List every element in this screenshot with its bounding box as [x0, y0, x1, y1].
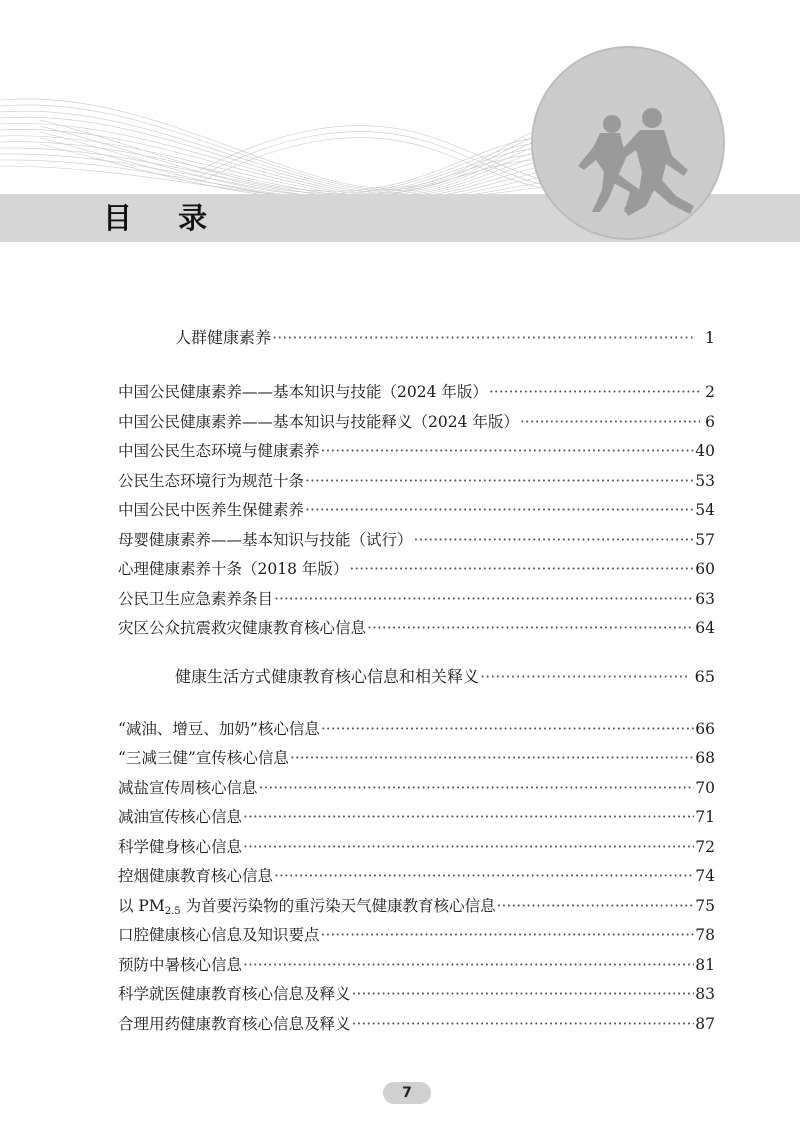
- entry-title: 合理用药健康教育核心信息及释义: [118, 1014, 351, 1033]
- entry-page-number: 40: [695, 442, 715, 460]
- entry-page-number: 60: [695, 560, 715, 578]
- entry-page-number: 6: [705, 412, 715, 431]
- entry-title: 中国公民健康素养——基本知识与技能（2024 年版）: [118, 383, 488, 401]
- toc-entry[interactable]: [118, 439, 715, 469]
- header-decoration: [0, 0, 800, 260]
- section-page-number: 1: [704, 328, 715, 347]
- toc-entry[interactable]: [118, 717, 715, 747]
- entry-title: 心理健康素养十条（2018 年版）: [118, 560, 349, 578]
- dot-leader: [290, 749, 694, 767]
- toc-entry[interactable]: [118, 528, 715, 558]
- toc-entry[interactable]: [118, 953, 715, 983]
- page-title: 目 录: [103, 201, 226, 235]
- dot-leader: [520, 413, 700, 431]
- toc-entry[interactable]: [118, 498, 715, 528]
- toc-entry[interactable]: [118, 1012, 715, 1042]
- dot-leader: [305, 501, 694, 519]
- entry-page-number: 75: [695, 896, 715, 915]
- entry-title: 减油宣传核心信息: [118, 808, 243, 826]
- entry-title-prefix: 以 PM: [118, 896, 165, 915]
- dot-leader: [321, 442, 695, 460]
- entry-page-number: 81: [695, 955, 715, 974]
- entry-page-number: 70: [695, 778, 715, 797]
- toc-entry[interactable]: [118, 982, 715, 1012]
- entry-page-number: 63: [695, 589, 715, 608]
- section-page-number: 65: [694, 666, 715, 686]
- entry-page-number: 87: [695, 1014, 715, 1033]
- dot-leader: [352, 985, 695, 1003]
- toc-entry[interactable]: [118, 616, 715, 646]
- entry-page-number: 68: [695, 749, 715, 767]
- entry-page-number: 83: [695, 985, 715, 1003]
- dot-leader: [352, 1015, 695, 1033]
- entry-title: 控烟健康教育核心信息: [118, 867, 274, 885]
- entry-title: 口腔健康核心信息及知识要点: [118, 926, 320, 944]
- toc-entry[interactable]: [118, 923, 715, 953]
- section-title: 健康生活方式健康教育核心信息和相关释义: [175, 666, 480, 686]
- toc-entry[interactable]: [118, 894, 715, 924]
- entry-title-subscript: 2.5: [164, 905, 181, 917]
- dot-leader: [243, 956, 694, 974]
- entry-page-number: 64: [695, 619, 715, 637]
- toc-entry[interactable]: [118, 864, 715, 894]
- entry-title: 科学健身核心信息: [118, 837, 243, 856]
- entry-page-number: 78: [695, 926, 715, 944]
- entry-page-number: 54: [695, 501, 715, 519]
- dot-leader: [489, 383, 700, 401]
- entry-title: 预防中暑核心信息: [118, 955, 243, 974]
- entry-page-number: 53: [695, 471, 715, 490]
- section-heading[interactable]: [118, 325, 715, 357]
- toc-entry[interactable]: [118, 805, 715, 835]
- entry-title: 中国公民中医养生保健素养: [118, 501, 305, 519]
- page-number: 7: [383, 1082, 431, 1104]
- toc-entry[interactable]: [118, 410, 715, 440]
- entry-page-number: 66: [695, 719, 715, 738]
- entry-title: 灾区公众抗震救灾健康教育核心信息: [118, 619, 367, 637]
- entry-page-number: 72: [695, 837, 715, 856]
- toc-entry[interactable]: [118, 557, 715, 587]
- dot-leader: [274, 867, 694, 885]
- dot-leader: [321, 926, 695, 944]
- entry-title: 减盐宣传周核心信息: [118, 778, 258, 797]
- table-of-contents: [118, 325, 715, 1041]
- dot-leader: [274, 590, 694, 608]
- entry-page-number: 57: [695, 530, 715, 549]
- dot-leader: [243, 808, 694, 826]
- entry-title-suffix: 为首要污染物的重污染天气健康教育核心信息: [180, 896, 496, 915]
- section-heading[interactable]: [118, 664, 715, 696]
- toc-entry[interactable]: [118, 776, 715, 806]
- dot-leader: [497, 897, 695, 915]
- toc-entry[interactable]: [118, 746, 715, 776]
- dot-leader: [367, 619, 694, 637]
- entry-page-number: 2: [705, 383, 715, 401]
- entry-title: 公民卫生应急素养条目: [118, 589, 274, 608]
- toc-entry[interactable]: [118, 835, 715, 865]
- toc-entry[interactable]: [118, 469, 715, 499]
- dot-leader: [305, 472, 694, 490]
- entry-page-number: 74: [695, 867, 715, 885]
- entry-title: 中国公民生态环境与健康素养: [118, 442, 320, 460]
- entry-page-number: 71: [695, 808, 715, 826]
- entry-title: “三减三健”宣传核心信息: [118, 749, 289, 767]
- dot-leader: [243, 838, 694, 856]
- section-title: 人群健康素养: [175, 328, 272, 347]
- entry-title: 科学就医健康教育核心信息及释义: [118, 985, 351, 1003]
- entry-title: 中国公民健康素养——基本知识与技能释义（2024 年版）: [118, 412, 519, 431]
- toc-entry[interactable]: [118, 380, 715, 410]
- dot-leader: [259, 779, 695, 797]
- dot-leader: [349, 560, 694, 578]
- entry-title: “减油、增豆、加奶”核心信息: [118, 719, 320, 738]
- entry-title: 公民生态环境行为规范十条: [118, 471, 305, 490]
- dot-leader: [414, 531, 695, 549]
- entry-title: [118, 894, 496, 917]
- dot-leader: [480, 667, 688, 686]
- toc-entry[interactable]: [118, 587, 715, 617]
- entry-title: 母婴健康素养——基本知识与技能（试行）: [118, 530, 413, 549]
- dot-leader: [321, 720, 694, 738]
- dot-leader: [272, 328, 694, 347]
